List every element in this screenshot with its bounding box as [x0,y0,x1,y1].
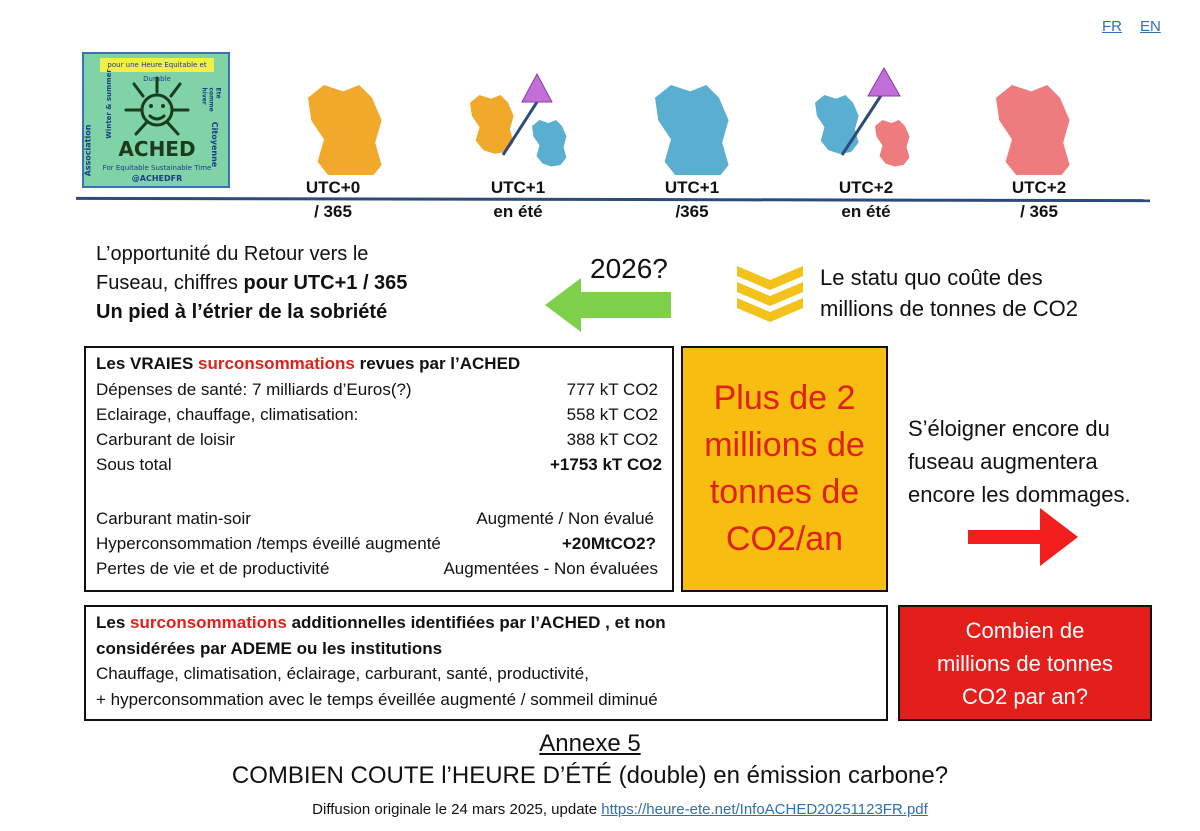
left-message-line2 [96,269,526,298]
warning-sign-icon [522,74,552,102]
red-question-box [898,605,1152,721]
additional-line-2: + hyperconsommation avec le temps éveillée augmenté / sommeil diminué [96,690,658,709]
red-arrow-right-icon [968,508,1080,566]
left-message-line1: L’opportunité du Retour vers le [96,243,369,265]
france-map-blue-small [532,120,567,167]
vraies-row-value: 388 kT CO2 [566,430,658,449]
logo-bottom-text: For Equitable Sustainable Time [102,164,212,172]
yellow-total-box [681,346,888,592]
vraies-row-label: Eclairage, chauffage, climatisation: [96,405,359,424]
vraies-title [96,354,520,374]
warning-line-2: fuseau augmentera [908,449,1098,474]
left-message-line2-bold: pour UTC+1 / 365 [243,272,408,294]
vraies-row2-value: Augmenté / Non évalué [476,509,654,528]
green-arrow-left-icon [545,278,673,333]
red-line-1: Combien de [965,617,1085,643]
vraies-row2-label: Hyperconsommation /temps éveillé augmenté [96,534,441,553]
yellow-total-text [704,375,865,563]
left-message-line2-plain: Fuseau, chiffres [96,272,244,294]
utc-label-2-line1: UTC+1 [490,178,546,197]
footer-link[interactable]: https://heure-ete.net/InfoACHED20251123FR.pdf [601,801,928,818]
additional-title-red: surconsommations [130,613,287,632]
warning-text [908,412,1131,511]
vraies-box [84,346,674,592]
left-message [96,240,526,327]
vraies-row2-value: Augmentées - Non évaluées [443,559,658,578]
utc-label-5-line1: UTC+2 [1011,178,1067,197]
logo-center-text: ACHED [118,137,196,161]
yellow-line-4: CO2/an [725,520,844,558]
france-map-orange-small [470,95,514,154]
additional-title-c: considérées par ADEME ou les institutions [96,639,443,658]
vraies-row-label: Carburant de loisir [96,430,235,449]
vraies-row-value: 777 kT CO2 [566,380,658,399]
additional-line-1: Chauffage, climatisation, éclairage, carburant, santé, productivité, [96,664,589,683]
utc-label-1-line1: UTC+0 [305,178,361,197]
utc-label-4-line2: en été [841,202,891,221]
vraies-title-red: surconsommations [198,354,355,373]
red-line-2: millions de tonnes [936,650,1114,676]
france-map-blue-small-2 [815,95,859,154]
lang-fr-link[interactable]: FR [1102,18,1122,35]
ached-logo [82,52,230,188]
warning-line-3: encore les dommages. [908,482,1131,507]
vraies-row-label: Dépenses de santé: 7 milliards d’Euros(?) [96,380,412,399]
additional-title-b: additionnelles identifiées par l’ACHED , et non [286,613,666,632]
france-map-red [996,85,1070,175]
status-quo-line1: Le statu quo coûte des [820,265,1043,290]
logo-left-top: Winter & summer [104,69,113,139]
footer-diffusion [0,801,1200,818]
logo-right-bottom: Citoyenne [210,121,220,168]
year-question: 2026? [590,253,668,284]
utc-label-5-line2: / 365 [1020,202,1058,221]
left-message-line3: Un pied à l’étrier de la sobriété [96,301,388,323]
red-line-3: CO2 par an? [962,683,1088,709]
yellow-line-2: millions de [704,426,865,464]
vraies-row2-label: Carburant matin-soir [96,509,251,528]
vraies-row2-value: +20MtCO2? [562,534,656,553]
vraies-subtotal-value: +1753 kT CO2 [550,455,662,474]
utc-label-3-line1: UTC+1 [664,178,720,197]
logo-handle: @ACHEDFR [131,174,183,183]
warning-line-1: S’éloigner encore du [908,416,1110,441]
vraies-title-b: revues par l’ACHED [354,354,521,373]
vraies-title-a: Les VRAIES [96,354,199,373]
france-map-blue [655,85,729,175]
yellow-line-1: Plus de 2 [713,379,856,417]
france-map-orange [308,85,382,175]
footer-title: COMBIEN COUTE l’HEURE D’ÉTÉ (double) en émission carbone? [231,762,949,789]
utc-label-4-line1: UTC+2 [838,178,894,197]
annex-label: Annexe 5 [539,730,641,757]
vraies-row-label: Sous total [96,455,172,474]
logo-top-band: pour une Heure Equitable et Durable [100,58,214,72]
logo-right-top: Eté comme hiver [200,87,222,112]
logo-sun-icon [108,74,206,162]
timezone-maps [300,60,1170,175]
logo-left-bottom: Association [83,124,93,177]
utc-label-1-line2: / 365 [314,202,352,221]
france-map-red-small [875,120,910,167]
lang-en-link[interactable]: EN [1140,18,1161,35]
yellow-line-3: tonnes de [709,473,860,511]
vraies-row2-label: Pertes de vie et de productivité [96,559,330,578]
status-quo-line2: millions de tonnes de CO2 [820,296,1079,321]
additional-title-a: Les [96,613,131,632]
vraies-row-value: 558 kT CO2 [566,405,658,424]
status-quo [820,262,1078,324]
utc-label-3-line2: /365 [675,202,709,221]
footer-diffusion-text: Diffusion originale le 24 mars 2025, update [312,801,602,818]
red-question-text [937,614,1113,713]
chevron-down-icon [737,266,803,322]
utc-label-2-line2: en été [493,202,543,221]
additional-title [96,613,666,633]
additional-box [84,605,888,721]
warning-sign-icon-2 [868,68,900,96]
